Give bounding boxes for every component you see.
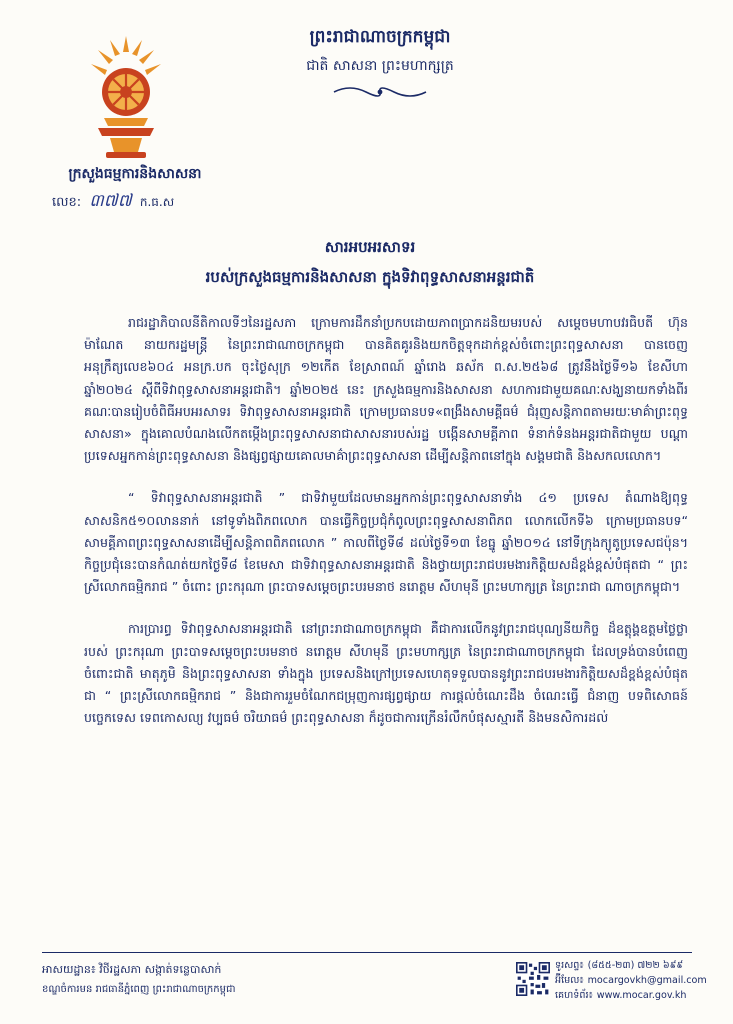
paragraph-1: រាជរដ្ឋាភិបាលនីតិកាលទីៗនៃរដ្ឋសភា ក្រោមការដឹកនាំប្រកបដោយភាពប្រាកដនិយមរបស់ សម្តេចមហាបវរធិបតី ហ៊ុន ម៉ាណែត នាយករដ្ឋមន្ត្រី នៃព្រះរាជាណាចក្រកម្ពុជា បានគិតគូរនិងយកចិត្តទុកដាក់ខ្ពស់ចំពោះព្រះពុទ្ធសាសនា បានចេញ អនុក្រឹត្យលេខ៦០៤ អនក្រ.បក ចុះថ្ងៃសុក្រ ១២កើត ខែស្រាពណ៍ ឆ្នាំរោង ឆស័ក ព.ស.២៥៦៨ ត្រូវនឹងថ្ងៃទី១៦ ខែសីហា ឆ្នាំ២០២៤ ស្តីពីទិវាពុទ្ធសាសនាអន្តរជាតិ។ ឆ្នាំ២០២៥ នេះ ក្រសួងធម្មការនិងសាសនា សហការជាមួយគណៈសង្ឃនាយកទាំងពីរគណៈបានរៀបចំពិធីអបអរសាទរ ទិវាពុទ្ធសាសនាអន្តរជាតិ ក្រោមប្រធានបទ«ពង្រឹងសាមគ្គីធម៌ ជំរុញសន្តិភាពតាមរយៈមាគ៌ាព្រះពុទ្ធសាសនា» ក្នុងគោលបំណងលើកតម្កើងព្រះពុទ្ធសាសនាជាសាសនារបស់រដ្ឋ បង្កើនសាមគ្គីភាព ទំនាក់ទំនងអន្តរជាតិជាមួយ បណ្តាប្រទេសអ្នកកាន់ព្រះពុទ្ធសាសនា និងផ្សព្វផ្សាយគោលមាគ៌ាព្រះពុទ្ធសាសនា ដើម្បីសន្តិភាពនៅក្នុង សង្គមជាតិ និងសកលលោក។ [84, 315, 688, 464]
ornament-divider-icon [330, 84, 430, 100]
document-subtitle: របស់ក្រសួងធម្មការនិងសាសនា ក្នុងទិវាពុទ្ធសាសនាអន្តរជាតិ [205, 268, 535, 286]
email-address[interactable]: mocargovkh@gmail.com [587, 975, 707, 986]
document-title: សារអបអរសាទរ [324, 238, 416, 256]
paragraph-2: “ ទិវាពុទ្ធសាសនាអន្តរជាតិ ” ជាទិវាមួយដែលមានអ្នកកាន់ព្រះពុទ្ធសាសនាទាំង ៤១ ប្រទេស តំណាងឱ្យពុទ្ធសាសនិក៥១០លាននាក់ នៅទូទាំងពិភពលោក បានធ្វើកិច្ចប្រជុំកំពូលព្រះពុទ្ធសាសនាពិភព លោកលើកទី៦ ក្រោមប្រធានបទ“ សាមគ្គីភាពព្រះពុទ្ធសាសនាដើម្បីសន្តិភាពពិភពលោក ” កាលពីថ្ងៃទី៨ ដល់ថ្ងៃទី១៣ ខែធ្នូ ឆ្នាំ២០១៤ នៅទីក្រុងក្យូតូប្រទេសជប៉ុន។ កិច្ចប្រជុំនេះបានកំណត់យកថ្ងៃទី៨ ខែមេសា ជាទិវាពុទ្ធសាសនាអន្តរជាតិ និងថ្វាយព្រះរាជបរមងារកិត្តិយសដ៏ខ្ពង់ខ្ពស់បំផុតជា “ ព្រះស្រីលោកធម្មិករាជ ” ចំពោះ ព្រះករុណា ព្រះបាទសម្តេចព្រះបរមនាថ នរោត្តម សីហមុនី ព្រះមហាក្សត្រ នៃព្រះរាជា ណាចក្រកម្ពុជា។ [84, 490, 688, 595]
kingdom-heading: ព្រះរាជាណាចក្រកម្ពុជា [309, 27, 451, 47]
ref-number: ៣៧៧ [89, 191, 132, 211]
footer-divider [42, 952, 692, 953]
website-link[interactable]: www.mocar.gov.kh [596, 990, 687, 1001]
qr-code-icon [516, 962, 550, 996]
dharma-wheel-emblem-icon [88, 34, 164, 162]
footer-contacts [555, 958, 707, 1003]
phone-line [555, 958, 707, 973]
ministry-name: ក្រសួងធម្មការនិងសាសនា [68, 166, 202, 182]
ref-label: លេខ: [52, 195, 82, 210]
phone-label: ទូរសព្ទ៖ [555, 960, 584, 971]
address-line-2: ខណ្ឌចំការមន រាជធានីភ្នំពេញ ព្រះរាជាណាចក្រកម្ពុជា [42, 984, 236, 995]
ref-suffix: ក.ធ.ស [139, 195, 175, 209]
reference-number [52, 190, 174, 215]
website-line [555, 988, 707, 1003]
paragraph-3: ការប្រារព្ធ ទិវាពុទ្ធសាសនាអន្តរជាតិ នៅព្រះរាជាណាចក្រកម្ពុជា គឺជាការលើកនូវព្រះរាជបុណ្យនីយកិច្ច ដ៏ឧត្តុង្គឧត្តមថ្លៃថ្លារបស់ ព្រះករុណា ព្រះបាទសម្តេចព្រះបរមនាថ នរោត្តម សីហមុនី ព្រះមហាក្សត្រ នៃព្រះរាជាណាចក្រកម្ពុជា ដែលទ្រង់បានបំពេញចំពោះជាតិ មាតុភូមិ និងព្រះពុទ្ធសាសនា ទាំងក្នុង ប្រទេសនិងក្រៅប្រទេសហេតុទទួលបាននូវព្រះរាជបរមងារកិត្តិយសដ៏ខ្ពង់ខ្ពស់បំផុតជា “ ព្រះស្រីលោកធម្មិករាជ ” និងជាការរួមចំណែកជម្រុញការផ្សព្វផ្សាយ ការផ្តល់ចំណេះដឹង ចំណេះធ្វើ ជំនាញ បទពិសោធន៍ បច្ចេកទេស ទេពកោសល្យ វប្បធម៌ ចរិយាធម៌ ព្រះពុទ្ធសាសនា ក៏ដូចជាការក្រើនរំលឹកបំផុសស្មារតី និងមនសិការដល់ [84, 621, 688, 726]
email-label: អ៊ីមែល៖ [555, 975, 584, 986]
national-motto: ជាតិ សាសនា ព្រះមហាក្សត្រ [306, 58, 454, 74]
website-label: គេហទំព័រ៖ [555, 990, 593, 1001]
email-line [555, 973, 707, 988]
footer-address [42, 960, 235, 1000]
letter-body [84, 312, 688, 749]
address-line-1: អាសយដ្ឋាន៖ វិថីរដ្ឋសភា សង្កាត់ទន្លេបាសាក់ [42, 963, 222, 976]
phone-number: (៨៥៥-២៣) ៧២២ ៦៩៩ [587, 960, 684, 971]
